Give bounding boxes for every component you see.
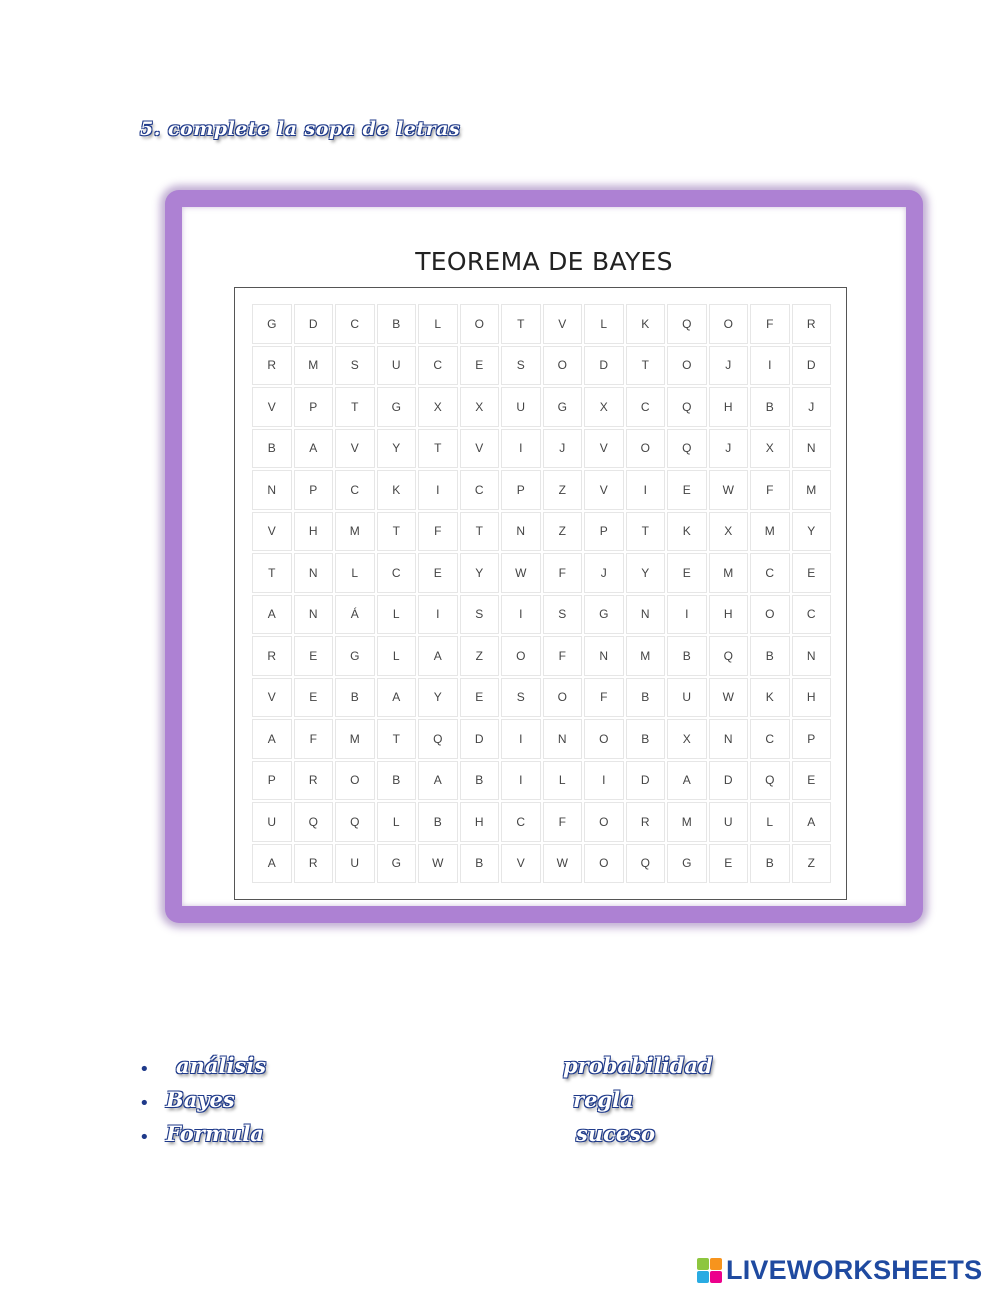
grid-cell: M [792,470,832,510]
grid-cell: R [252,636,292,676]
grid-cell: I [626,470,666,510]
grid-cell: H [460,802,500,842]
grid-cell: H [792,678,832,718]
puzzle-title: TEOREMA DE BAYES [415,247,673,276]
grid-cell: Y [626,553,666,593]
puzzle-frame [165,190,923,923]
grid-cell: T [418,429,458,469]
grid-cell: C [750,719,790,759]
grid-cell: D [294,304,334,344]
grid-cell: Q [418,719,458,759]
grid-cell: F [750,470,790,510]
grid-cell: C [460,470,500,510]
grid-cell: Y [460,553,500,593]
grid-cell: G [543,387,583,427]
grid-cell: O [501,636,541,676]
grid-cell: M [667,802,707,842]
grid-cell: G [377,844,417,884]
grid-cell: U [501,387,541,427]
grid-cell: A [377,678,417,718]
grid-cell: R [792,304,832,344]
grid-cell: Q [294,802,334,842]
grid-cell: M [709,553,749,593]
grid-cell: V [501,844,541,884]
grid-cell: F [750,304,790,344]
grid-cell: H [709,595,749,635]
grid-cell: K [377,470,417,510]
logo-text: LIVEWORKSHEETS [726,1254,983,1285]
grid-cell: B [626,678,666,718]
grid-cell: O [584,719,624,759]
grid-cell: S [501,346,541,386]
grid-cell: M [626,636,666,676]
grid-cell: U [667,678,707,718]
grid-cell: B [750,636,790,676]
grid-cell: V [584,470,624,510]
grid-cell: F [418,512,458,552]
logo-square-pink [710,1271,722,1283]
grid-cell: B [335,678,375,718]
grid-cell: A [667,761,707,801]
grid-cell: C [418,346,458,386]
grid-cell: J [709,346,749,386]
grid-cell: P [584,512,624,552]
grid-cell: G [584,595,624,635]
grid-cell: M [750,512,790,552]
grid-cell: C [501,802,541,842]
grid-cell: A [418,761,458,801]
grid-cell: I [667,595,707,635]
grid-cell: X [584,387,624,427]
grid-cell: O [626,429,666,469]
grid-cell: V [335,429,375,469]
grid-cell: U [709,802,749,842]
grid-cell: M [335,512,375,552]
grid-cell: B [667,636,707,676]
grid-cell: I [418,470,458,510]
word-suceso: suceso [576,1121,656,1146]
grid-cell: A [418,636,458,676]
grid-cell: Á [335,595,375,635]
grid-cell: W [501,553,541,593]
grid-cell: E [709,844,749,884]
grid-cell: Q [667,429,707,469]
grid-cell: W [543,844,583,884]
grid-cell: A [294,429,334,469]
grid-cell: Z [460,636,500,676]
grid-cell: G [335,636,375,676]
grid-cell: F [294,719,334,759]
grid-cell: R [294,844,334,884]
grid-cell: F [543,636,583,676]
grid-cell: R [626,802,666,842]
grid-cell: W [709,470,749,510]
grid-cell: N [294,553,334,593]
grid-cell: E [667,470,707,510]
grid-cell: E [667,553,707,593]
grid-cell: X [418,387,458,427]
grid-cell: V [252,678,292,718]
grid-cell: T [252,553,292,593]
grid-cell: A [252,719,292,759]
grid-cell: N [584,636,624,676]
grid-cell: Y [792,512,832,552]
word-bayes: Bayes [166,1087,235,1112]
grid-cell: P [294,470,334,510]
grid-cell: L [418,304,458,344]
grid-cell: X [460,387,500,427]
grid-cell: E [294,678,334,718]
grid-cell: P [294,387,334,427]
grid-cell: C [377,553,417,593]
grid-cell: O [543,678,583,718]
grid-cell: E [792,553,832,593]
grid-cell: F [584,678,624,718]
grid-cell: L [377,802,417,842]
grid-cell: L [584,304,624,344]
grid-cell: W [418,844,458,884]
grid-cell: P [501,470,541,510]
grid-cell: Z [543,470,583,510]
grid-cell: O [709,304,749,344]
grid-cell: A [252,844,292,884]
grid-cell: V [252,387,292,427]
grid-cell: V [460,429,500,469]
grid-cell: O [543,346,583,386]
grid-cell: I [501,429,541,469]
grid-cell: L [377,636,417,676]
grid-cell: T [377,512,417,552]
grid-cell: J [543,429,583,469]
grid-cell: B [626,719,666,759]
grid-cell: L [750,802,790,842]
word-analisis: análisis [176,1053,267,1078]
grid-cell: D [584,346,624,386]
grid-cell: B [750,844,790,884]
grid-cell: N [626,595,666,635]
grid-cell: N [294,595,334,635]
grid-cell: R [294,761,334,801]
grid-cell: Q [667,304,707,344]
grid-cell: B [418,802,458,842]
grid-cell: F [543,802,583,842]
grid-cell: O [667,346,707,386]
bullet-3: • [139,1127,150,1148]
grid-cell: U [377,346,417,386]
word-regla: regla [573,1087,634,1112]
grid-cell: N [501,512,541,552]
logo-square-blue [697,1271,709,1283]
grid-cell: V [252,512,292,552]
word-formula: Formula [166,1121,264,1146]
grid-cell: J [792,387,832,427]
grid-cell: T [626,346,666,386]
grid-cell: C [335,470,375,510]
grid-cell: I [501,719,541,759]
grid-cell: D [709,761,749,801]
grid-cell: D [792,346,832,386]
grid-cell: Z [543,512,583,552]
grid-cell: K [750,678,790,718]
grid-cell: C [750,553,790,593]
bullet-1: • [139,1059,150,1080]
grid-cell: U [335,844,375,884]
grid-cell: S [460,595,500,635]
grid-cell: M [335,719,375,759]
grid-cell: L [377,595,417,635]
grid-cell: T [377,719,417,759]
grid-cell: R [252,346,292,386]
grid-cell: Y [377,429,417,469]
word-probabilidad: probabilidad [563,1053,713,1078]
grid-cell: B [377,761,417,801]
logo-square-orange [710,1258,722,1270]
grid-cell: E [418,553,458,593]
grid-cell: G [377,387,417,427]
grid-cell: O [460,304,500,344]
grid-cell: T [460,512,500,552]
instruction-heading: 5. complete la sopa de letras [140,118,461,140]
grid-cell: Q [626,844,666,884]
grid-cell: Q [667,387,707,427]
grid-cell: D [460,719,500,759]
grid-cell: V [584,429,624,469]
bullet-2: • [139,1093,150,1114]
grid-cell: Q [335,802,375,842]
logo-square-green [697,1258,709,1270]
grid-cell: S [501,678,541,718]
grid-cell: O [750,595,790,635]
grid-cell: C [792,595,832,635]
grid-cell: M [294,346,334,386]
grid-cell: K [667,512,707,552]
grid-cell: A [792,802,832,842]
grid-cell: E [460,346,500,386]
grid-cell: P [792,719,832,759]
grid-cell: W [709,678,749,718]
grid-cell: Z [792,844,832,884]
grid-cell: X [709,512,749,552]
grid-cell: T [626,512,666,552]
grid-cell: O [335,761,375,801]
grid-cell: I [418,595,458,635]
grid-cell: B [460,761,500,801]
grid-cell: N [792,636,832,676]
grid-cell: G [252,304,292,344]
grid-cell: C [626,387,666,427]
grid-cell: U [252,802,292,842]
grid-cell: O [584,802,624,842]
grid-cell: X [667,719,707,759]
grid-cell: B [750,387,790,427]
grid-cell: A [252,595,292,635]
grid-cell: B [252,429,292,469]
grid-cell: X [750,429,790,469]
word-search-box [234,287,847,900]
grid-cell: J [584,553,624,593]
liveworksheets-logo [697,1256,982,1284]
grid-cell: I [501,761,541,801]
grid-cell: P [252,761,292,801]
grid-cell: B [377,304,417,344]
grid-cell: S [335,346,375,386]
grid-cell: K [626,304,666,344]
grid-cell: O [584,844,624,884]
grid-cell: S [543,595,583,635]
grid-cell: T [335,387,375,427]
grid-cell: N [543,719,583,759]
word-search-grid [252,304,831,883]
grid-cell: Y [418,678,458,718]
grid-cell: Q [750,761,790,801]
grid-cell: N [252,470,292,510]
grid-cell: L [335,553,375,593]
logo-mark-icon [697,1258,722,1283]
grid-cell: N [792,429,832,469]
grid-cell: L [543,761,583,801]
grid-cell: G [667,844,707,884]
grid-cell: B [460,844,500,884]
grid-cell: J [709,429,749,469]
grid-cell: C [335,304,375,344]
grid-cell: I [584,761,624,801]
grid-cell: E [294,636,334,676]
grid-cell: F [543,553,583,593]
grid-cell: D [626,761,666,801]
grid-cell: Q [709,636,749,676]
grid-cell: H [709,387,749,427]
grid-cell: H [294,512,334,552]
grid-cell: N [709,719,749,759]
grid-cell: V [543,304,583,344]
grid-cell: I [750,346,790,386]
grid-cell: E [460,678,500,718]
grid-cell: T [501,304,541,344]
grid-cell: E [792,761,832,801]
grid-cell: I [501,595,541,635]
